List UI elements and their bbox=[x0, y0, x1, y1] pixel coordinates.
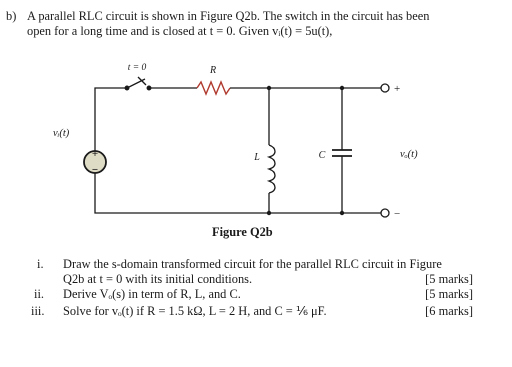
item-text-line2: Q2b at t = 0 with its initial conditions. bbox=[63, 272, 253, 286]
switch-symbol bbox=[125, 77, 151, 90]
item-number: i. bbox=[37, 257, 44, 271]
item-marks: [6 marks] bbox=[425, 304, 473, 318]
item-number: iii. bbox=[31, 304, 45, 318]
source-label: vᵢ(t) bbox=[53, 128, 70, 139]
item-text-line1: Derive Vₒ(s) in term of R, L, and C. bbox=[63, 287, 241, 301]
figure-caption: Figure Q2b bbox=[212, 225, 273, 239]
source-minus-sign: − bbox=[91, 164, 99, 176]
output-plus-sign: + bbox=[394, 83, 401, 95]
output-minus-sign: − bbox=[394, 208, 401, 220]
item-number: ii. bbox=[34, 287, 44, 301]
junction-dot bbox=[267, 211, 271, 215]
junction-dot bbox=[340, 86, 344, 90]
inductor-symbol bbox=[269, 145, 275, 193]
resistor-symbol bbox=[197, 82, 230, 94]
junction-dot bbox=[340, 211, 344, 215]
inductor-label: L bbox=[254, 152, 260, 163]
item-marks: [5 marks] bbox=[425, 272, 473, 286]
wire-bottom bbox=[95, 171, 381, 213]
output-label: vₒ(t) bbox=[400, 149, 418, 160]
item-text-line1: Solve for vₒ(t) if R = 1.5 kΩ, L = 2 H, and C = ⅙ μF. bbox=[63, 304, 327, 318]
resistor-label: R bbox=[209, 65, 217, 76]
item-text-line1: Draw the s-domain transformed circuit for the parallel RLC circuit in Figure bbox=[63, 257, 442, 271]
switch-label: t = 0 bbox=[127, 63, 147, 73]
junction-dot bbox=[267, 86, 271, 90]
capacitor-label: C bbox=[318, 150, 326, 161]
item-marks: [5 marks] bbox=[425, 287, 473, 301]
question-intro-line1: A parallel RLC circuit is shown in Figure Q2b. The switch in the circuit has been bbox=[27, 9, 430, 23]
output-terminal-bottom bbox=[381, 209, 389, 217]
source-plus-sign: + bbox=[91, 148, 99, 160]
question-label: b) bbox=[6, 9, 17, 23]
wire-source-top bbox=[95, 88, 125, 153]
output-terminal-top bbox=[381, 84, 389, 92]
question-intro-line2: open for a long time and is closed at t = 0. Given vᵢ(t) = 5u(t), bbox=[27, 24, 333, 38]
